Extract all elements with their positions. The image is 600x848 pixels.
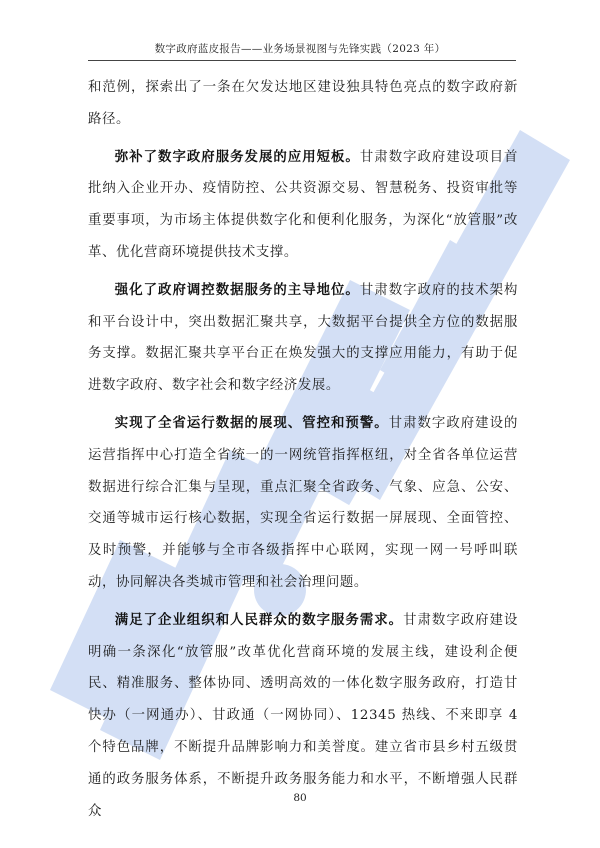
running-header: 数字政府蓝皮报告——业务场景视图与先锋实践（2023 年） <box>154 43 446 55</box>
paragraph-lead: 满足了企业组织和人民群众的数字服务需求。 <box>114 612 404 628</box>
paragraph-lead: 实现了全省运行数据的展现、管控和预警。 <box>114 415 389 431</box>
body-text <box>88 72 518 827</box>
page-number: 80 <box>293 792 307 804</box>
paragraph-operation-data: 实现了全省运行数据的展现、管控和预警。甘肃数字政府建设的运营指挥中心打造全省统一的一网统管指挥枢纽，对全省各单位运营数据进行综合汇集与呈现，重点汇聚全省政务、气象、应急、公安、交通等城市运行核心数据，实现全省运行数据一屏展现、全面管控、及时预警，并能够与全市各级指挥中心联网，实现一网一号呼叫联动，协同解决各类城市管理和社会治理问题。 <box>88 415 518 590</box>
paragraph-data-service: 强化了政府调控数据服务的主导地位。甘肃数字政府的技术架构和平台设计中，突出数据汇聚共享，大数据平台提供全方位的数据服务支撑。数据汇聚共享平台正在焕发强大的支撑应用能力，有助于促进数字政府、数字社会和数字经济发展。 <box>88 282 518 394</box>
paragraph-digital-demand: 满足了企业组织和人民群众的数字服务需求。甘肃数字政府建设明确一条深化“放管服”改革优化营商环境的发展主线，建设利企便民、精准服务、整体协同、透明高效的一体化数字服务政府，打造甘快办（一网通办）、甘政通（一网协同）、12345 热线、不来即享 4 个特色品牌，不断提升品牌影响力和美誉度。建立省市县乡村五级贯通的政务服务体系，不断提升政务服务能力和水平，不断增强人民群众 <box>88 612 518 819</box>
paragraph-continuation: 和范例，探索出了一条在欠发达地区建设独具特色亮点的数字政府新路径。 <box>88 80 518 127</box>
header-rule <box>88 60 516 61</box>
paragraph-lead: 强化了政府调控数据服务的主导地位。 <box>114 282 360 298</box>
paragraph-lead: 弥补了数字政府服务发展的应用短板。 <box>114 149 360 165</box>
paragraph-service-gap: 弥补了数字政府服务发展的应用短板。甘肃数字政府建设项目首批纳入企业开办、疫情防控、公共资源交易、智慧税务、投资审批等重要事项，为市场主体提供数字化和便利化服务，为深化“放管服”改革、优化营商环境提供技术支撑。 <box>88 149 518 260</box>
